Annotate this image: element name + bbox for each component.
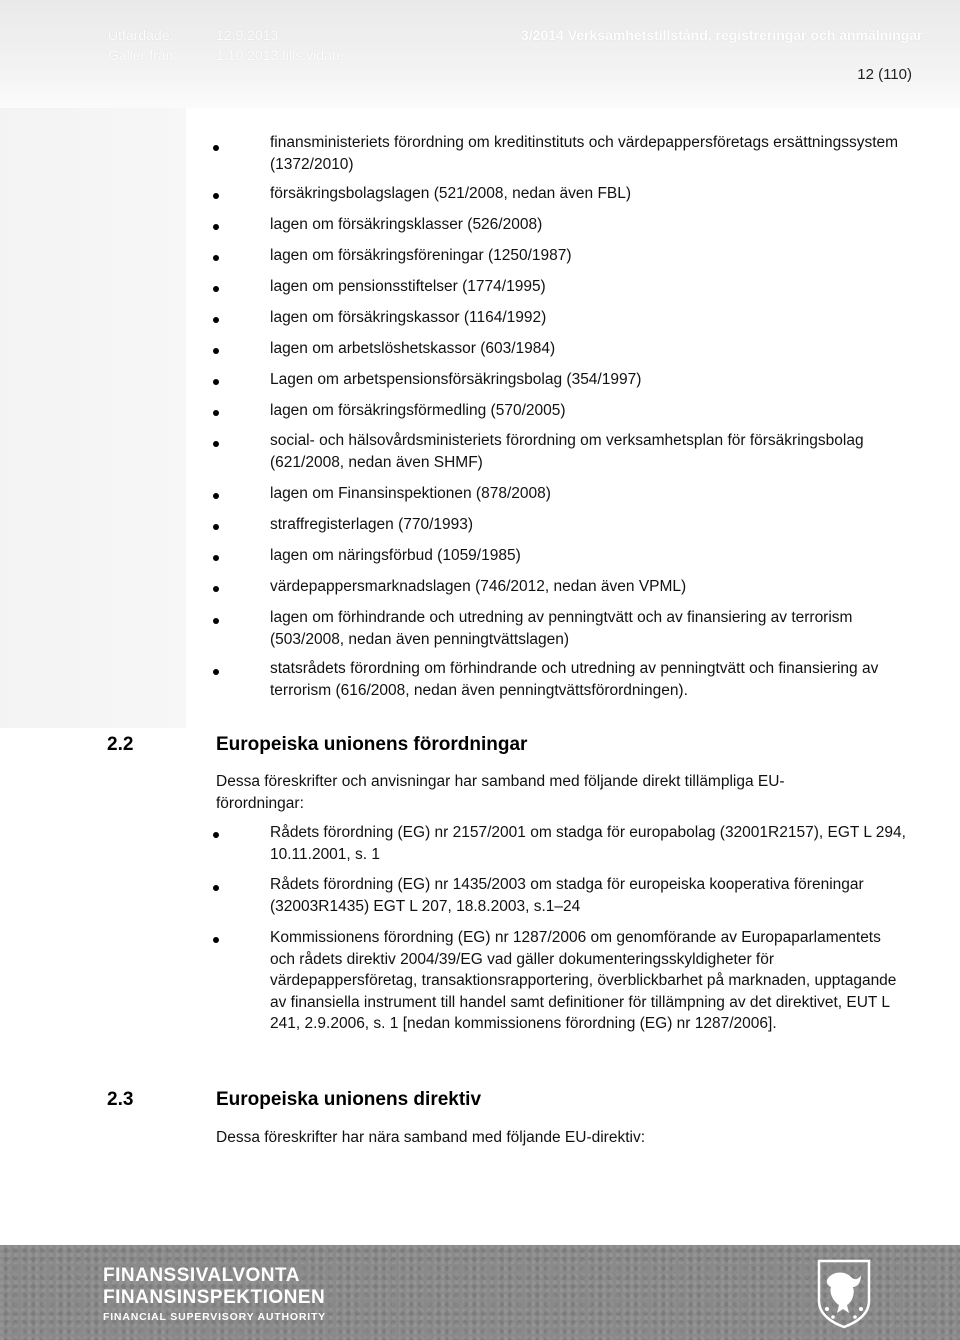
section-title: Europeiska unionens förordningar	[216, 734, 528, 755]
lion-emblem-icon	[815, 1257, 873, 1329]
bullet-icon	[213, 937, 219, 943]
bullet-icon	[213, 669, 219, 675]
section-title: Europeiska unionens direktiv	[216, 1089, 482, 1110]
list-item: lagen om Finansinspektionen (878/2008)	[270, 485, 551, 502]
document-title: 3/2014 Verksamhetstillstånd, registreringar och anmälningar	[521, 27, 923, 43]
bullet-icon	[213, 410, 219, 416]
bullet-icon	[213, 885, 219, 891]
list-item: lagen om försäkringsföreningar (1250/1987)	[270, 247, 572, 264]
list-item: lagen om försäkringsklasser (526/2008)	[270, 216, 543, 233]
bullet-icon	[213, 286, 219, 292]
logo-text-english: FINANCIAL SUPERVISORY AUTHORITY	[103, 1311, 326, 1323]
list-item: lagen om förhindrande och utredning av penningtvätt och av finansiering av terrorism (503/2008, nedan även penningtvättslagen)	[270, 609, 853, 648]
section-number: 2.2	[107, 734, 134, 755]
issued-date: 12.9.2013	[216, 27, 279, 43]
page-number: 12 (110)	[857, 66, 912, 83]
bullet-icon	[213, 193, 219, 199]
list-item: lagen om försäkringskassor (1164/1992)	[270, 309, 547, 326]
bullet-icon	[213, 224, 219, 230]
page-footer	[0, 1245, 960, 1340]
bullet-icon	[213, 832, 219, 838]
bullet-icon	[213, 524, 219, 530]
list-item: lagen om försäkringsförmedling (570/2005)	[270, 402, 566, 419]
list-item: Lagen om arbetspensionsförsäkringsbolag (354/1997)	[270, 371, 642, 388]
list-item: straffregisterlagen (770/1993)	[270, 516, 474, 533]
list-item: lagen om näringsförbud (1059/1985)	[270, 547, 521, 564]
list-item: Rådets förordning (EG) nr 2157/2001 om stadga för europabolag (32001R2157), EGT L 294, 10.11.2001, s. 1	[270, 824, 906, 863]
valid-from-label: Gäller från:	[108, 47, 178, 63]
list-item: lagen om arbetslöshetskassor (603/1984)	[270, 340, 556, 357]
bullet-icon	[213, 441, 219, 447]
list-item: Kommissionens förordning (EG) nr 1287/2006 om genomförande av Europaparlamentets och rådets direktiv 2004/39/EG vad gäller dokumenteringsskyldigheter för värdepappersföretag, transaktionsrapportering, överblickbarhet på marknaden, upptagande av finansiella instrument till handel samt definitioner för tillämpning av det direktivet, EUT L 241, 2.9.2006, s. 1 [nedan kommissionens förordning (EG) nr 1287/2006].	[270, 929, 897, 1032]
list-item: statsrådets förordning om förhindrande och utredning av penningtvätt och finansiering av terrorism (616/2008, nedan även penningtvättsförordningen).	[270, 660, 879, 699]
bullet-icon	[213, 586, 219, 592]
bullet-icon	[213, 379, 219, 385]
list-item: social- och hälsovårdsministeriets förordning om verksamhetsplan för försäkringsbolag (621/2008, nedan även SHMF)	[270, 432, 864, 471]
list-item: finansministeriets förordning om kreditinstituts och värdepappersföretags ersättningssystem (1372/2010)	[270, 134, 899, 173]
section-intro: Dessa föreskrifter och anvisningar har samband med följande direkt tillämpliga EU-förordningar:	[216, 773, 785, 812]
bullet-icon	[213, 348, 219, 354]
valid-from-date: 1.10.2013 tills vidare	[216, 47, 345, 63]
list-item: lagen om pensionsstiftelser (1774/1995)	[270, 278, 546, 295]
bullet-icon	[213, 145, 219, 151]
list-item: försäkringsbolagslagen (521/2008, nedan även FBL)	[270, 185, 632, 202]
issued-label: Utfärdade:	[108, 27, 174, 43]
bullet-icon	[213, 618, 219, 624]
bullet-icon	[213, 555, 219, 561]
bullet-icon	[213, 493, 219, 499]
section-number: 2.3	[107, 1089, 134, 1110]
page-header	[0, 0, 960, 108]
section-intro: Dessa föreskrifter har nära samband med följande EU-direktiv:	[216, 1129, 646, 1146]
bullet-icon	[213, 255, 219, 261]
list-item: Rådets förordning (EG) nr 1435/2003 om stadga för europeiska kooperativa föreningar (32003R1435) EGT L 207, 18.8.2003, s.1–24	[270, 876, 864, 915]
logo-text-swedish: FINANSINSPEKTIONEN	[103, 1287, 326, 1308]
logo-text-finnish: FINANSSIVALVONTA	[103, 1265, 300, 1286]
bullet-icon	[213, 317, 219, 323]
left-margin-panel	[0, 108, 186, 728]
list-item: värdepappersmarknadslagen (746/2012, nedan även VPML)	[270, 578, 687, 595]
